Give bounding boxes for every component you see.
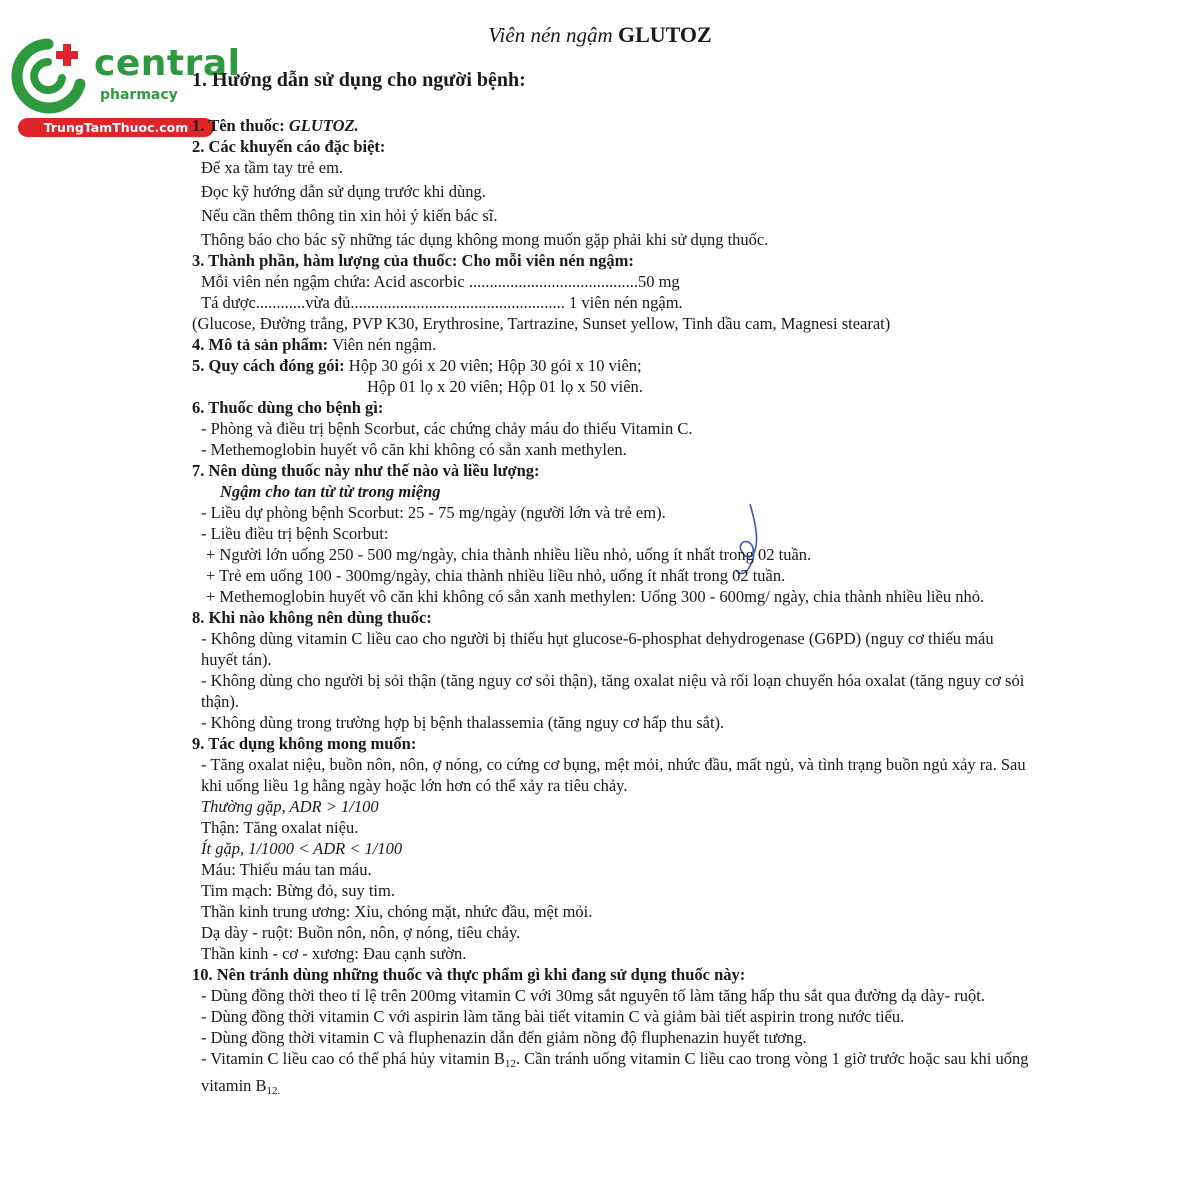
section-2-line: Để xa tầm tay trẻ em. (201, 158, 344, 177)
header-product-name: GLUTOZ (617, 22, 712, 47)
section-9-uncommon: Tim mạch: Bừng đỏ, suy tim. (201, 881, 395, 900)
section-10-line: - Dùng đồng thời theo tỉ lệ trên 200mg vitamin C với 30mg sắt nguyên tố làm tăng hấp thu sắt qua đường dạ dày- ruột. (201, 986, 985, 1005)
section-6-line: - Methemoglobin huyết vô căn khi không có sẵn xanh methylen. (201, 440, 627, 459)
logo-url-badge[interactable]: TrungTamThuoc.com (18, 118, 214, 137)
section-5 (192, 355, 1032, 376)
section-2-title: 2. Các khuyến cáo đặc biệt: (192, 137, 386, 156)
section-9-uncommon-label: Ít gặp, 1/1000 < ADR < 1/100 (201, 839, 403, 858)
document-body (192, 70, 1032, 1102)
section-4 (192, 334, 1032, 355)
section-4-label: 4. Mô tả sản phẩm: (192, 335, 333, 354)
section-5-label: 5. Quy cách đóng gói: (192, 356, 349, 375)
subscript-12: 12. (266, 1085, 281, 1097)
section-10-title: 10. Nên tránh dùng những thuốc và thực phẩm gì khi đang sử dụng thuốc này: (192, 965, 746, 984)
section-3-title: 3. Thành phần, hàm lượng của thuốc: Cho mỗi viên nén ngậm: (192, 251, 634, 270)
section-9-title: 9. Tác dụng không mong muốn: (192, 734, 417, 753)
section-9-uncommon: Máu: Thiếu máu tan máu. (201, 860, 372, 879)
section-9-common-label: Thường gặp, ADR > 1/100 (201, 797, 379, 816)
section-7-line: + Người lớn uống 250 - 500 mg/ngày, chia thành nhiều liều nhỏ, uống ít nhất trong 02 tuần. (206, 545, 812, 564)
section-4-value: Viên nén ngậm. (332, 335, 437, 354)
section-6-line: - Phòng và điều trị bệnh Scorbut, các chứng chảy máu do thiếu Vitamin C. (201, 419, 693, 438)
section-2-line: Đọc kỹ hướng dẫn sử dụng trước khi dùng. (201, 182, 486, 201)
section-3-excipients: Tá dược............vừa đủ.................................................... 1 viên nén ngậm. (201, 293, 683, 312)
section-8-line: - Không dùng trong trường hợp bị bệnh thalassemia (tăng nguy cơ hấp thu sắt). (201, 713, 725, 732)
section-3-active-ingredient: Mỗi viên nén ngậm chứa: Acid ascorbic .........................................50 mg (201, 272, 680, 291)
section-8-title: 8. Khi nào không nên dùng thuốc: (192, 608, 432, 627)
section-9-uncommon: Dạ dày - ruột: Buồn nôn, nôn, ợ nóng, tiêu chảy. (201, 923, 521, 942)
subscript-12: 12 (504, 1058, 516, 1070)
logo-sub-text: pharmacy (100, 87, 178, 103)
section-1-value: GLUTOZ. (288, 116, 359, 135)
section-7-line: - Liều dự phòng bệnh Scorbut: 25 - 75 mg/ngày (người lớn và trẻ em). (201, 503, 666, 522)
section-7-line: - Liều điều trị bệnh Scorbut: (201, 524, 389, 543)
section-10-last-line (192, 1048, 1032, 1102)
section-9-common: Thận: Tăng oxalat niệu. (201, 818, 359, 837)
section-9-uncommon: Thần kinh - cơ - xương: Đau cạnh sườn. (201, 944, 467, 963)
section-6-title: 6. Thuốc dùng cho bệnh gì: (192, 398, 384, 417)
section-7-subtitle: Ngậm cho tan từ từ trong miệng (220, 482, 441, 501)
section-7-line: + Methemoglobin huyết vô căn khi không có sẵn xanh methylen: Uống 300 - 600mg/ ngày, chia thành nhiều liều nhỏ. (206, 587, 985, 606)
main-heading: 1. Hướng dẫn sử dụng cho người bệnh: (192, 69, 526, 91)
section-2-line: Nếu cần thêm thông tin xin hỏi ý kiến bác sĩ. (201, 206, 498, 225)
section-5-line-1: Hộp 30 gói x 20 viên; Hộp 30 gói x 10 viên; (348, 356, 642, 375)
section-8-line: - Không dùng cho người bị sỏi thận (tăng nguy cơ sỏi thận), tăng oxalat niệu và rối loạn chuyển hóa oxalat (tăng nguy cơ sỏi thận). (201, 671, 1025, 711)
section-10-line: - Dùng đồng thời vitamin C với aspirin làm tăng bài tiết vitamin C và giảm bài tiết aspirin trong nước tiểu. (201, 1007, 905, 1026)
section-9-uncommon: Thần kinh trung ương: Xỉu, chóng mặt, nhức đầu, mệt mỏi. (201, 902, 593, 921)
section-3-excipient-list: (Glucose, Đường trắng, PVP K30, Erythrosine, Tartrazine, Sunset yellow, Tinh dầu cam, Magnesi stearat) (192, 314, 891, 333)
logo-brand-text: central (94, 43, 241, 84)
section-1-label: 1. Tên thuốc: (192, 116, 289, 135)
section-10-line: - Dùng đồng thời vitamin C và fluphenazin dẫn đến giảm nồng độ fluphenazin huyết tương. (201, 1028, 807, 1047)
section-10-last-b: . Cần tránh uống vitamin C liều cao trong vòng 1 giờ trước hoặc sau khi uống vitamin B (201, 1049, 1029, 1095)
section-10-last-a: - Vitamin C liều cao có thể phá hủy vitamin B (201, 1049, 505, 1068)
section-9-intro: - Tăng oxalat niệu, buồn nôn, nôn, ợ nóng, co cứng cơ bụng, mệt mỏi, nhức đầu, mất ngủ, và tình trạng buồn ngủ xảy ra. Sau khi uống liều 1g hằng ngày hoặc lớn hơn có thể xảy ra tiêu chảy. (201, 755, 1026, 795)
section-8-line: - Không dùng vitamin C liều cao cho người bị thiếu hụt glucose-6-phosphat dehydrogenase (G6PD) (nguy cơ thiếu máu huyết tán). (201, 629, 994, 669)
section-7-title: 7. Nên dùng thuốc này như thế nào và liều lượng: (192, 461, 540, 480)
section-5-line-2: Hộp 01 lọ x 20 viên; Hộp 01 lọ x 50 viên. (367, 377, 643, 396)
section-2-line: Thông báo cho bác sỹ những tác dụng không mong muốn gặp phải khi sử dụng thuốc. (201, 230, 769, 249)
section-7-line: + Trẻ em uống 100 - 300mg/ngày, chia thành nhiều liều nhỏ, uống ít nhất trong 02 tuần. (206, 566, 786, 585)
logo-mark-icon (8, 38, 90, 118)
section-1 (192, 115, 1032, 136)
header-prefix: Viên nén ngậm (488, 23, 618, 47)
